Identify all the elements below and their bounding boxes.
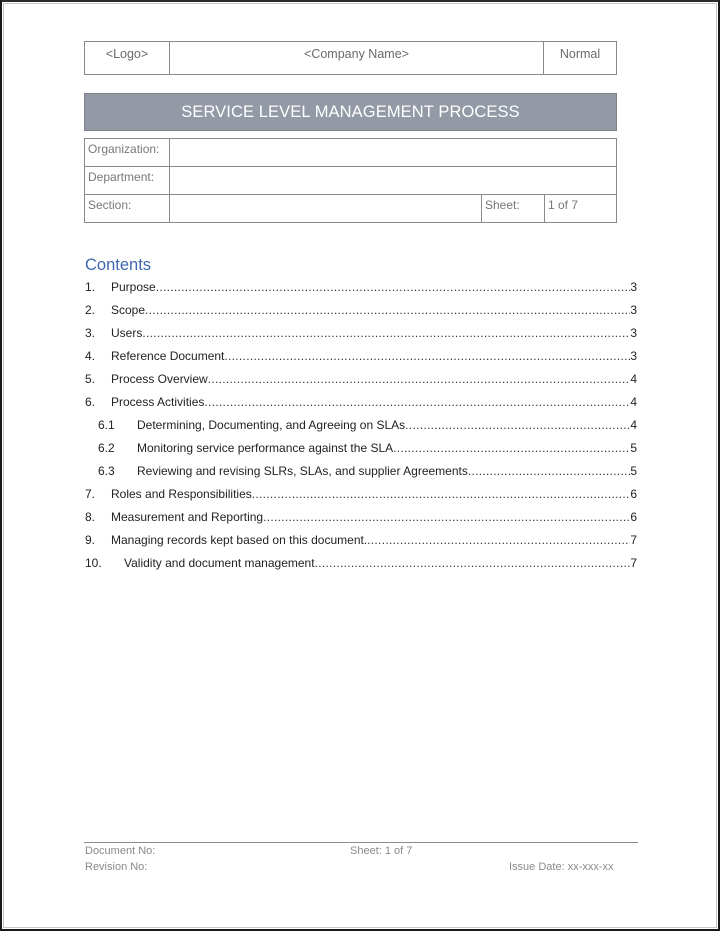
toc-entry-label: Purpose	[111, 280, 156, 294]
toc-entry-number: 3.	[85, 326, 96, 340]
section-label: Section:	[85, 195, 170, 223]
classification-cell: Normal	[544, 42, 617, 75]
toc-entry-page: 3	[630, 303, 637, 317]
document-title: SERVICE LEVEL MANAGEMENT PROCESS	[84, 93, 617, 131]
toc-entry[interactable]	[85, 280, 637, 303]
meta-table	[84, 138, 617, 223]
toc-entry-label: Reviewing and revising SLRs, SLAs, and supplier Agreements	[137, 464, 468, 478]
toc-entry-page: 6	[630, 510, 637, 524]
toc-entry-label: Scope	[111, 303, 146, 317]
toc-leader-dots	[208, 372, 631, 386]
toc-leader-dots	[393, 441, 630, 455]
contents-heading: Contents	[85, 256, 152, 274]
toc-entry[interactable]	[85, 349, 637, 372]
toc-leader-dots	[224, 349, 630, 363]
toc-entry-number: 6.3	[98, 464, 115, 478]
toc-entry-label: Determining, Documenting, and Agreeing on SLAs	[137, 418, 406, 432]
toc-leader-dots	[156, 280, 631, 294]
toc-entry-page: 6	[630, 487, 637, 501]
toc-entry[interactable]	[85, 556, 637, 579]
toc-entry-number: 1.	[85, 280, 96, 294]
table-of-contents	[85, 280, 637, 579]
footer-document-no: Document No:	[85, 845, 156, 857]
toc-entry-page: 3	[630, 280, 637, 294]
sheet-label: Sheet:	[482, 195, 545, 223]
toc-entry-label: Process Overview	[111, 372, 208, 386]
toc-leader-dots	[142, 326, 630, 340]
department-field[interactable]	[170, 167, 617, 195]
toc-leader-dots	[252, 487, 631, 501]
toc-entry-page: 4	[630, 372, 637, 386]
toc-entry-page: 7	[630, 556, 637, 570]
toc-entry-number: 5.	[85, 372, 96, 386]
header-table	[84, 41, 617, 75]
toc-entry-number: 10.	[85, 556, 102, 570]
company-name-cell: <Company Name>	[170, 42, 544, 75]
toc-entry-page: 4	[630, 418, 637, 432]
toc-entry-number: 7.	[85, 487, 96, 501]
toc-entry[interactable]	[85, 464, 637, 487]
toc-entry-number: 6.	[85, 395, 96, 409]
toc-entry-label: Measurement and Reporting	[111, 510, 264, 524]
toc-entry-number: 4.	[85, 349, 96, 363]
toc-leader-dots	[263, 510, 630, 524]
toc-leader-dots	[315, 556, 631, 570]
footer-issue-date: Issue Date: xx-xxx-xx	[509, 861, 614, 873]
toc-entry-page: 3	[630, 326, 637, 340]
toc-entry[interactable]	[85, 533, 637, 556]
toc-entry-label: Managing records kept based on this document.	[111, 533, 368, 547]
toc-leader-dots	[468, 464, 630, 478]
toc-entry-page: 4	[630, 395, 637, 409]
toc-entry-page: 5	[630, 441, 637, 455]
organization-label: Organization:	[85, 139, 170, 167]
footer-divider	[84, 842, 638, 843]
toc-entry-label: Validity and document management	[124, 556, 315, 570]
toc-entry-number: 6.1	[98, 418, 115, 432]
toc-leader-dots	[405, 418, 630, 432]
section-field[interactable]	[170, 195, 482, 223]
toc-leader-dots	[367, 533, 630, 547]
footer-revision-no: Revision No:	[85, 861, 148, 873]
toc-entry[interactable]	[85, 510, 637, 533]
footer-sheet: Sheet: 1 of 7	[350, 845, 413, 857]
organization-field[interactable]	[170, 139, 617, 167]
toc-entry-label: Reference Document	[111, 349, 225, 363]
toc-leader-dots	[204, 395, 630, 409]
toc-entry-page: 5	[630, 464, 637, 478]
toc-leader-dots	[145, 303, 630, 317]
toc-entry-label: Roles and Responsibilities	[111, 487, 252, 501]
toc-entry[interactable]	[85, 326, 637, 349]
toc-entry-label: Process Activities	[111, 395, 205, 409]
toc-entry-page: 3	[630, 349, 637, 363]
toc-entry[interactable]	[85, 395, 637, 418]
toc-entry[interactable]	[85, 418, 637, 441]
toc-entry-label: Monitoring service performance against the SLA	[137, 441, 394, 455]
department-label: Department:	[85, 167, 170, 195]
toc-entry-page: 7	[630, 533, 637, 547]
toc-entry[interactable]	[85, 487, 637, 510]
toc-entry-number: 8.	[85, 510, 96, 524]
toc-entry[interactable]	[85, 303, 637, 326]
toc-entry-number: 2.	[85, 303, 96, 317]
logo-cell: <Logo>	[85, 42, 170, 75]
toc-entry-number: 9.	[85, 533, 96, 547]
toc-entry[interactable]	[85, 372, 637, 395]
toc-entry-label: Users	[111, 326, 143, 340]
toc-entry[interactable]	[85, 441, 637, 464]
toc-entry-number: 6.2	[98, 441, 115, 455]
sheet-value: 1 of 7	[545, 195, 617, 223]
